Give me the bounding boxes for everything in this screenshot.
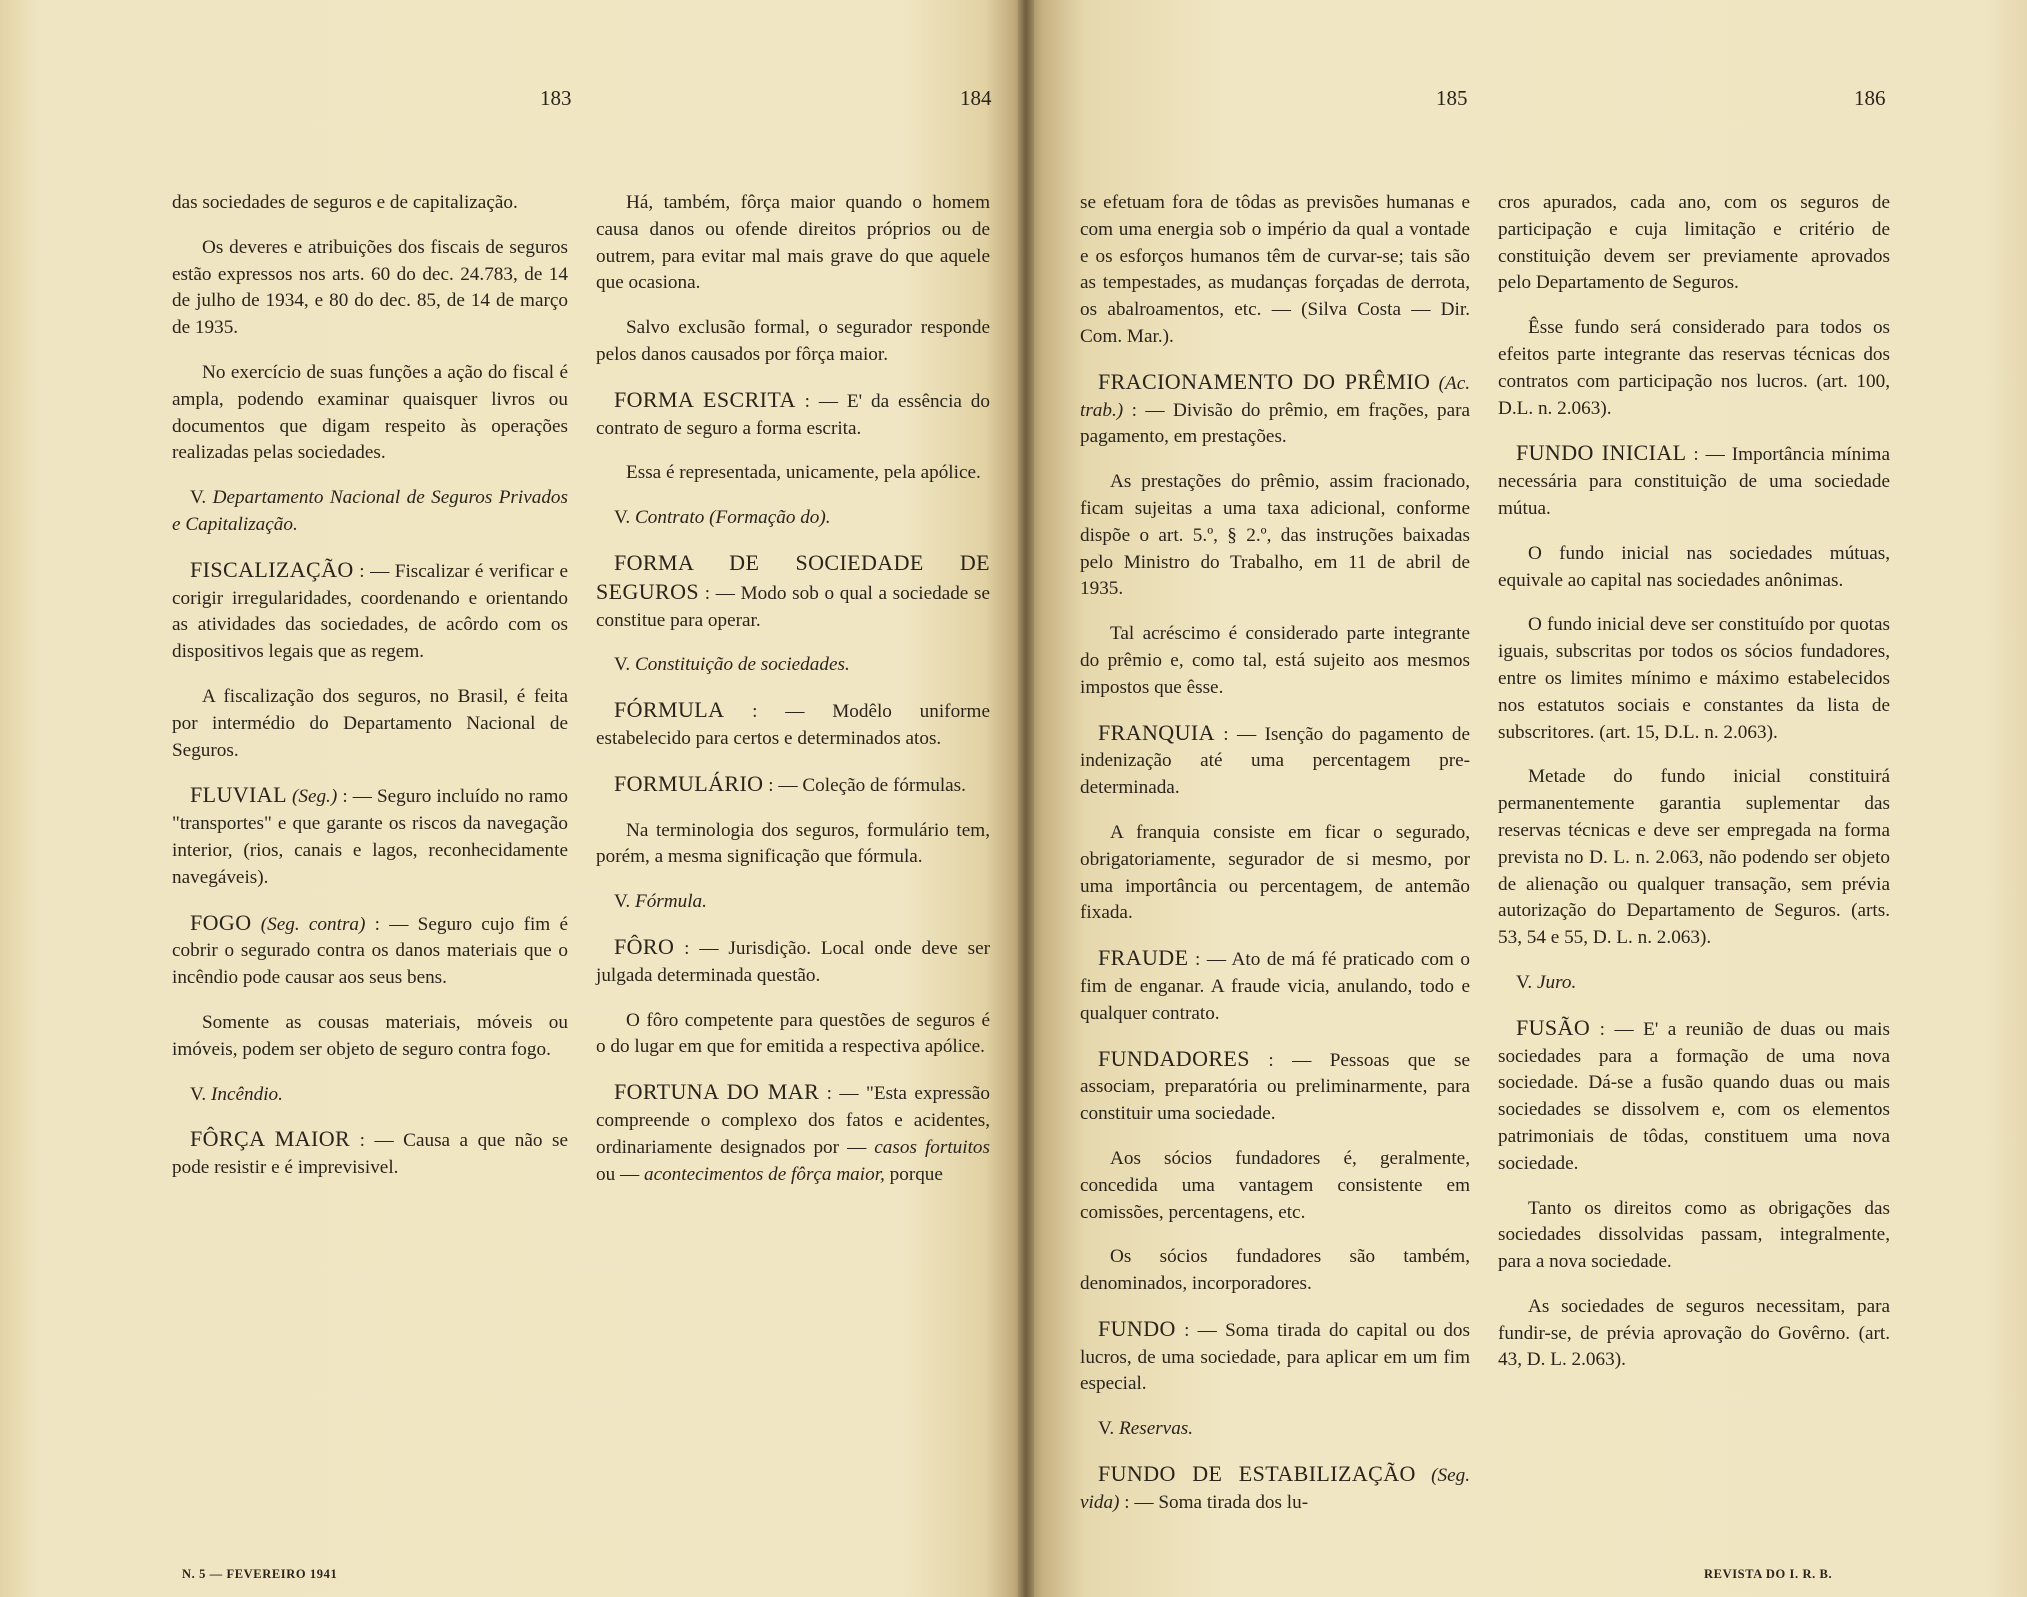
entry-term: FUNDO xyxy=(1098,1315,1176,1341)
entry-italic: Juro. xyxy=(1536,971,1577,993)
entry-text: cros apurados, cada ano, com os seguros de participação e cuja limitação e critério de constituição devem ser previamente aprovados pelo Departamento de Seguros. xyxy=(1498,192,1890,294)
entry-text: Salvo exclusão formal, o segurador responde pelos danos causados por fôrça maior. xyxy=(596,317,990,365)
entry-text: : — Modo sob o qual a sociedade se constitue para operar. xyxy=(596,582,990,631)
entry-text: Tanto os direitos como as obrigações das sociedades dissolvidas passam, integralmente, para a nova sociedade. xyxy=(1498,1197,1890,1273)
entry-text: No exercício de suas funções a ação do fiscal é ampla, podendo examinar quaisquer livros ou documentos que digam respeito às operações realizadas pelas sociedades. xyxy=(172,361,568,464)
entry-text: ou — xyxy=(596,1163,644,1185)
entry-text: : — Jurisdição. Local onde deve ser julgada determinada questão. xyxy=(596,937,990,986)
entry-text: : — Fiscalizar é verificar e corigir irregularidades, coordenando e orientando as atividades das sociedades, de acôrdo com os dispositivos legais que as regem. xyxy=(172,560,568,663)
entry-italic: casos fortuitos xyxy=(874,1136,990,1158)
entry-term: FUNDO DE ESTABILIZAÇÃO xyxy=(1098,1461,1416,1487)
entry-text: : — Soma tirada dos lu- xyxy=(1119,1491,1309,1513)
entry-text: V. xyxy=(614,654,635,676)
body-paragraph xyxy=(1498,1196,1890,1276)
entry-text: V. xyxy=(1098,1418,1119,1440)
entry-paragraph xyxy=(1498,440,1890,522)
entry-text: das sociedades de seguros e de capitalização. xyxy=(172,192,518,213)
page-number: 186 xyxy=(1854,86,1886,110)
text-column xyxy=(1498,190,1890,1392)
body-paragraph xyxy=(1498,315,1890,422)
page-number: 185 xyxy=(1436,86,1468,110)
entry-text: O fôro competente para questões de seguros é o do lugar em que for emitida a respectiva apólice. xyxy=(596,1009,990,1058)
entry-text: V. xyxy=(190,1083,211,1105)
entry-text: V. xyxy=(1516,971,1537,993)
entry-text: : — E' a reunião de duas ou mais sociedades para a formação de uma nova sociedade. Dá-se a fusão quando duas ou mais sociedades se dissolvem e, com os elementos patrimoniais de tôdas, constituem uma nova sociedade. xyxy=(1498,1018,1890,1174)
entry-term: FRACIONAMENTO DO PRÊMIO xyxy=(1098,368,1431,394)
entry-italic: Incêndio. xyxy=(210,1083,283,1105)
entry-text: : — Isenção do pagamento de indenização até uma percentagem pre-determinada. xyxy=(1080,723,1470,799)
entry-text: O fundo inicial nas sociedades mútuas, equivale ao capital nas sociedades anônimas. xyxy=(1498,542,1890,591)
entry-text: : — Coleção de fórmulas. xyxy=(763,774,966,796)
entry-italic: Fórmula. xyxy=(634,891,707,913)
entry-text: Somente as cousas materiais, móveis ou imóveis, podem ser objeto de seguro contra fogo. xyxy=(172,1011,568,1060)
entry-term: FLUVIAL xyxy=(190,782,287,808)
entry-text: Êsse fundo será considerado para todos os efeitos parte integrante das reservas técnicas dos contratos com participação nos lucros. (art. 100, D.L. n. 2.063). xyxy=(1498,317,1890,419)
body-paragraph xyxy=(1498,190,1890,297)
entry-text: Aos sócios fundadores é, geralmente, concedida uma vantagem consistente em comissões, percentagens, etc. xyxy=(1080,1147,1470,1223)
entry-term: FÔRO xyxy=(614,933,675,959)
entry-text: V. xyxy=(190,487,213,509)
entry-text: : — Soma tirada do capital ou dos lucros, de uma sociedade, para aplicar em um fim especial. xyxy=(1080,1319,1470,1395)
entry-italic: Reservas. xyxy=(1118,1418,1194,1440)
entry-qualifier: (Ac. trab.) xyxy=(1080,372,1471,421)
entry-text: Tal acréscimo é considerado parte integrante do prêmio e, como tal, está sujeito aos mesmos impostos que êsse. xyxy=(1080,623,1470,698)
entry-text: Há, também, fôrça maior quando o homem causa danos ou ofende direitos próprios ou de outrem, para evitar mal mais grave do que aquele que ocasiona. xyxy=(596,192,990,294)
entry-text: Os deveres e atribuições dos fiscais de seguros estão expressos nos arts. 60 do dec. 24.783, de 14 de julho de 1934, e 80 do dec. 85, de 14 de março de 1935. xyxy=(172,236,568,339)
entry-italic: Contrato (Formação do). xyxy=(634,507,831,529)
body-paragraph xyxy=(1498,541,1890,595)
entry-paragraph xyxy=(1498,1015,1890,1178)
entry-text: : — E' da essência do contrato de seguro a forma escrita. xyxy=(596,390,990,439)
entry-text: : — Seguro incluído no ramo "transportes" e que garante os riscos da navegação interior, (rios, canais e lagos, reconhecidamente navegáveis). xyxy=(172,786,568,888)
entry-qualifier: (Seg. contra) xyxy=(260,913,366,935)
entry-text: O fundo inicial deve ser constituído por quotas iguais, subscritas por todos os sócios fundadores, entre os limites mínimo e máximo estabelecidos nos estatutos sociais e constantes da lista de subscritores. (art. 15, D.L. n. 2.063). xyxy=(1498,614,1890,743)
entry-text: : — Modêlo uniforme estabelecido para certos e determinados atos. xyxy=(596,701,990,749)
entry-text: As sociedades de seguros necessitam, para fundir-se, de prévia aprovação do Govêrno. (art. 43, D. L. 2.063). xyxy=(1498,1295,1890,1371)
entry-text: : — "Esta expressão compreende o complexo dos fatos e acidentes, ordinariamente designados por — xyxy=(596,1083,990,1158)
entry-term: FUSÃO xyxy=(1516,1014,1591,1040)
entry-text: Os sócios fundadores são também, denominados, incorporadores. xyxy=(1080,1246,1470,1295)
entry-text: Essa é representada, unicamente, pela apólice. xyxy=(626,462,981,484)
entry-text: Metade do fundo inicial constituirá permanentemente garantia suplementar das reservas técnicas e deve ser empregada na forma prevista no D. L. n. 2.063, não podendo ser objeto de alienação ou qualquer transação, sem prévia autorização do Departamento de Seguros. (arts. 53, 54 e 55, D. L. n. 2.063). xyxy=(1498,766,1890,949)
entry-term: FORMA DE SOCIEDADE DE SEGUROS xyxy=(596,549,990,604)
entry-text: V. xyxy=(614,891,635,913)
entry-term: FRANQUIA xyxy=(1098,719,1215,745)
entry-term: FORMULÁRIO xyxy=(614,770,764,796)
entry-text: porque xyxy=(884,1163,943,1185)
entry-text: se efetuam fora de tôdas as previsões humanas e com uma energia sob o império da qual a vontade e os esforços humanos têm de curvar-se; tais são as tempestades, as mudanças forçadas de derrota, os abalroamentos, etc. — (Silva Costa — Dir. Com. Mar.). xyxy=(1080,192,1470,347)
entry-text: V. xyxy=(614,507,635,529)
entry-text: : — Importância mínima necessária para constituição de uma sociedade mútua. xyxy=(1498,444,1890,519)
entry-term: FISCALIZAÇÃO xyxy=(190,556,354,582)
entry-qualifier: (Seg.) xyxy=(291,786,338,808)
body-paragraph xyxy=(1498,970,1890,997)
entry-text: A fiscalização dos seguros, no Brasil, é feita por intermédio do Departamento Nacional de Seguros. xyxy=(172,685,568,761)
entry-italic: acontecimentos de fôrça maior, xyxy=(643,1163,885,1185)
entry-italic: Constituição de sociedades. xyxy=(634,654,850,676)
body-paragraph xyxy=(1498,764,1890,952)
entry-italic: Departamento Nacional de Seguros Privados e Capitalização. xyxy=(172,487,568,535)
page-number: 183 xyxy=(540,86,572,110)
entry-term: FOGO xyxy=(190,909,252,935)
entry-term: FÓRMULA xyxy=(614,697,725,723)
entry-text: Na terminologia dos seguros, formulário tem, porém, a mesma significação que fórmula. xyxy=(596,819,990,868)
footer-issue: N. 5 — FEVEREIRO 1941 xyxy=(182,1567,338,1581)
entry-term: FRAUDE xyxy=(1098,945,1189,971)
entry-text: : — Divisão do prêmio, em frações, para pagamento, em prestações. xyxy=(1080,399,1470,448)
entry-term: FÔRÇA MAIOR xyxy=(190,1126,351,1152)
page-number: 184 xyxy=(960,86,992,110)
entry-term: FUNDO INICIAL xyxy=(1516,440,1687,466)
entry-text: A franquia consiste em ficar o segurado, obrigatoriamente, segurador de si mesmo, por uma importância ou percentagem, de antemão fixada. xyxy=(1080,821,1470,924)
entry-text: : — Causa a que não se pode resistir e é imprevisivel. xyxy=(172,1130,568,1179)
body-paragraph xyxy=(1498,1294,1890,1374)
entry-term: FORMA ESCRITA xyxy=(614,386,796,412)
entry-text: : — Seguro cujo fim é cobrir o segurado contra os danos materiais que o incêndio pode causar aos seus bens. xyxy=(172,913,569,989)
body-paragraph xyxy=(1498,612,1890,746)
entry-text: : — Ato de má fé praticado com o fim de enganar. A fraude vicia, anulando, todo e qualquer contrato. xyxy=(1080,949,1470,1024)
entry-text: As prestações do prêmio, assim fracionado, ficam sujeitas a uma taxa adicional, conforme dispõe o art. 5.º, § 2.º, das instruções baixadas pelo Ministro do Trabalho, em 11 de abril de 1935. xyxy=(1080,471,1470,600)
entry-text: : — Pessoas que se associam, preparatória ou preliminarmente, para constituir uma sociedade. xyxy=(1080,1049,1470,1125)
entry-term: FUNDADORES xyxy=(1098,1045,1250,1071)
entry-term: FORTUNA DO MAR xyxy=(614,1079,820,1105)
footer-journal: REVISTA DO I. R. B. xyxy=(1704,1567,1833,1581)
entry-qualifier: (Seg. vida) xyxy=(1080,1465,1470,1513)
